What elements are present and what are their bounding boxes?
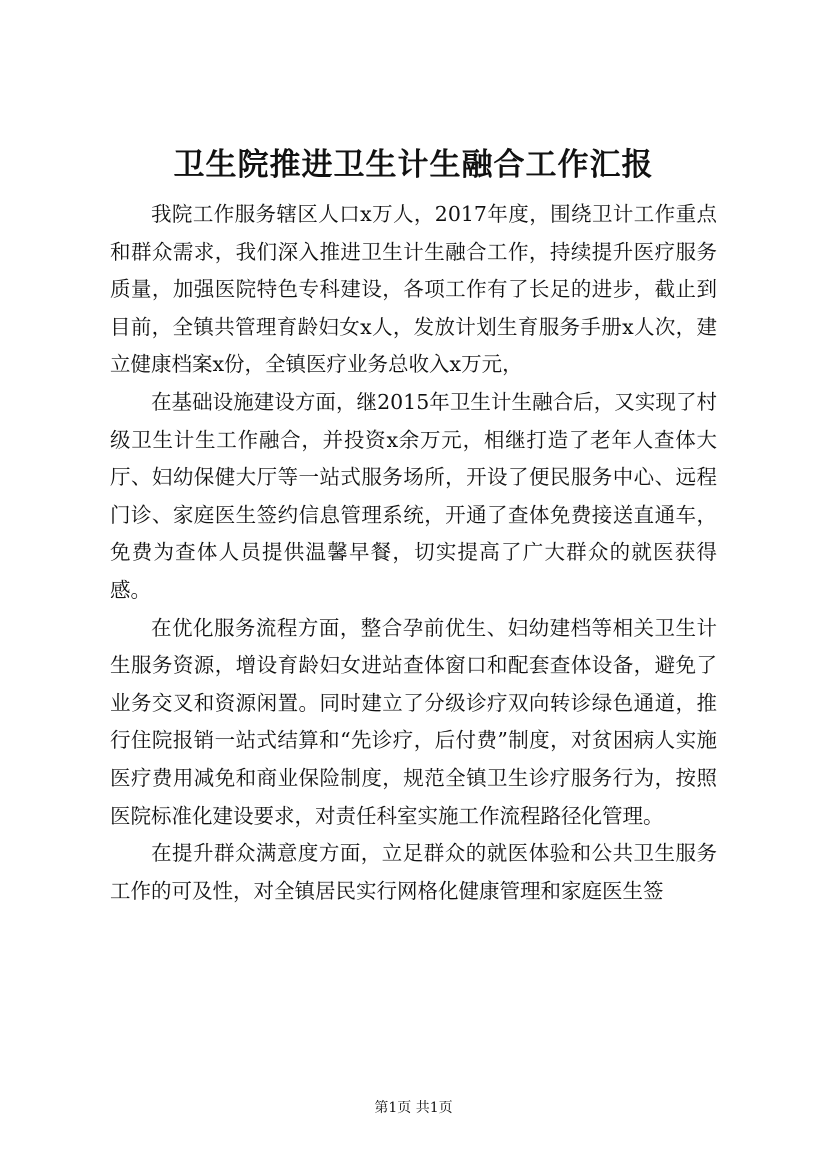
paragraph-service-process: 在优化服务流程方面，整合孕前优生、妇幼建档等相关卫生计生服务资源，增设育龄妇女进站查体窗口和配套查体设备，避免了业务交叉和资源闲置。同时建立了分级诊疗双向转诊绿色通道，推行住院报销一站式结算和“先诊疗，后付费”制度，对贫困病人实施医疗费用减免和商业保险制度，规范全镇卫生诊疗服务行为，按照医院标准化建设要求，对责任科室实施工作流程路径化管理。 [110, 615, 717, 828]
page-footer: 第1页 共1页 [374, 1100, 453, 1116]
paragraph-infrastructure: 在基础设施建设方面，继2015年卫生计生融合后，又实现了村级卫生计生工作融合，并投资x余万元，相继打造了老年人查体大厅、妇幼保健大厅等一站式服务场所，开设了便民服务中心、远程门诊、家庭医生签约信息管理系统，开通了查体免费接送直通车，免费为查体人员提供温馨早餐，切实提高了广大群众的就医获得感。 [110, 389, 717, 602]
paragraph-intro: 我院工作服务辖区人口x万人，2017年度，围绕卫计工作重点和群众需求，我们深入推进卫生计生融合工作，持续提升医疗服务质量，加强医院特色专科建设，各项工作有了长足的进步，截止到目前，全镇共管理育龄妇女x人，发放计划生育服务手册x人次，建立健康档案x份，全镇医疗业务总收入x万元， [110, 202, 717, 377]
document-title: 卫生院推进卫生计生融合工作汇报 [173, 147, 654, 183]
document-body [110, 196, 717, 910]
paragraph-satisfaction: 在提升群众满意度方面，立足群众的就医体验和公共卫生服务工作的可及性，对全镇居民实行网格化健康管理和家庭医生签 [110, 841, 717, 903]
